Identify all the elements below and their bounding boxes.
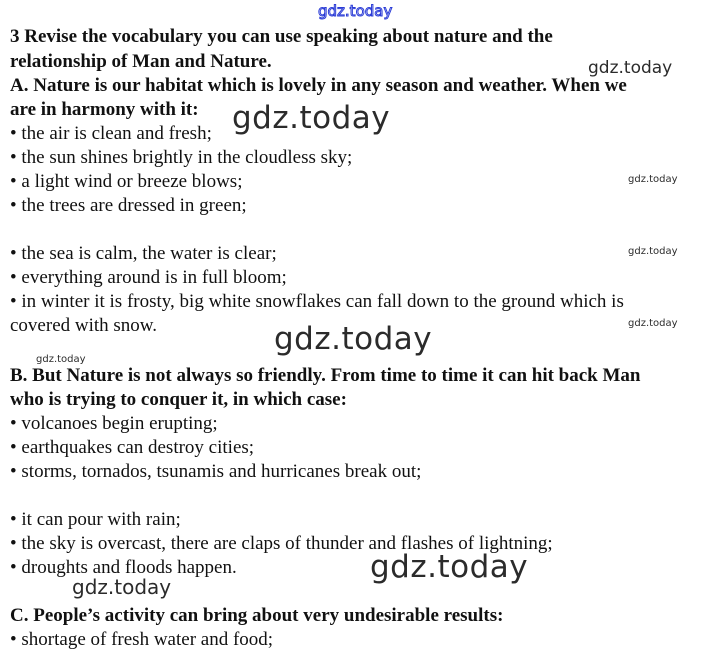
watermark: gdz.today (232, 100, 391, 136)
section-c-title: C. People’s activity can bring about very undesirable results: (10, 605, 504, 626)
section-b-title: B. But Nature is not always so friendly. From time to time it can hit back Man (10, 365, 641, 386)
list-item: • shortage of fresh water and food; (10, 629, 274, 650)
list-item: • it can pour with rain; (10, 509, 181, 530)
exercise-heading: 3 Revise the vocabulary you can use speaking about nature and the (10, 26, 553, 47)
list-item: • a light wind or breeze blows; (10, 171, 243, 192)
list-item: • volcanoes begin erupting; (10, 413, 218, 434)
list-item: • the trees are dressed in green; (10, 195, 247, 216)
watermark: gdz.today (628, 318, 678, 329)
list-item: • everything around is in full bloom; (10, 267, 287, 288)
list-item: • in winter it is frosty, big white snowflakes can fall down to the ground which is (10, 291, 624, 312)
watermark: gdz.today (36, 354, 86, 365)
section-b-title: who is trying to conquer it, in which case: (10, 389, 347, 410)
list-item: covered with snow. (10, 315, 158, 336)
watermark: gdz.today (628, 174, 678, 185)
watermark-top: gdz.today (318, 2, 393, 20)
watermark: gdz.today (588, 58, 673, 78)
exercise-heading: relationship of Man and Nature. (10, 51, 272, 72)
list-item: • the sky is overcast, there are claps of thunder and flashes of lightning; (10, 533, 553, 554)
list-item: • storms, tornados, tsunamis and hurricanes break out; (10, 461, 422, 482)
list-item: • earthquakes can destroy cities; (10, 437, 255, 458)
watermark: gdz.today (370, 549, 529, 585)
list-item: • the air is clean and fresh; (10, 123, 212, 144)
section-a-title: A. Nature is our habitat which is lovely in any season and weather. When we (10, 75, 627, 96)
list-item: • the sea is calm, the water is clear; (10, 243, 277, 264)
list-item: • the sun shines brightly in the cloudless sky; (10, 147, 353, 168)
section-a-title: are in harmony with it: (10, 99, 199, 120)
list-item: • droughts and floods happen. (10, 557, 237, 578)
watermark: gdz.today (628, 246, 678, 257)
watermark: gdz.today (274, 321, 433, 357)
watermark: gdz.today (72, 575, 172, 599)
